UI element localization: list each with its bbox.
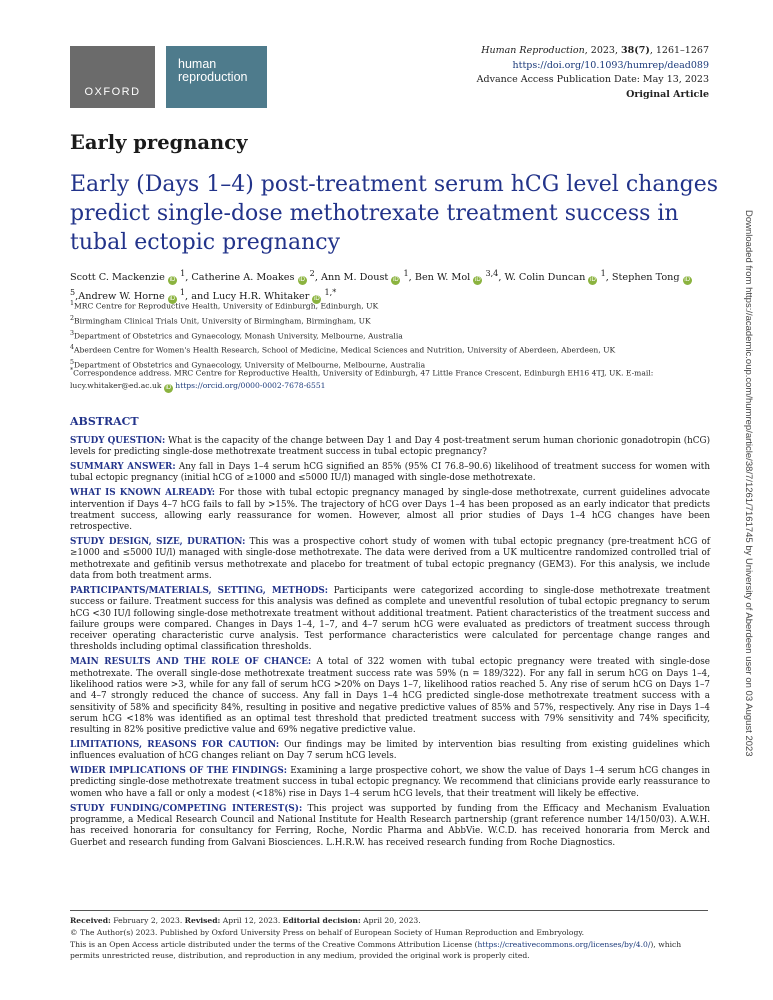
orcid-icon[interactable]: iD xyxy=(299,277,305,284)
affiliation xyxy=(70,298,720,313)
license-link[interactable]: https://creativecommons.org/licenses/by/4.0/ xyxy=(477,939,651,949)
author-affiliation-number: 1 xyxy=(179,287,186,298)
journal-logo-line1: human xyxy=(178,57,217,71)
footer-divider xyxy=(70,910,708,911)
oxford-logo-text: OXFORD xyxy=(84,86,141,98)
author-name[interactable]: Stephen Tong xyxy=(611,272,680,284)
download-sidebar xyxy=(744,210,764,770)
author-separator: , xyxy=(605,272,612,284)
affiliation-text: Aberdeen Centre for Women's Health Research, School of Medicine, Medical Sciences and Nutrition, University of Aberdeen, Aberdeen, UK xyxy=(74,346,616,356)
abstract-body xyxy=(70,436,710,852)
abstract-label: PARTICIPANTS/MATERIALS, SETTING, METHODS: xyxy=(70,585,329,596)
orcid-icon[interactable]: iD xyxy=(169,277,176,284)
affiliation-text: Department of Obstetrics and Gynaecology, Monash University, Melbourne, Australia xyxy=(74,331,403,341)
abstract-heading: ABSTRACT xyxy=(70,415,139,428)
author-name[interactable]: Catherine A. Moakes xyxy=(191,272,295,284)
abstract-paragraph xyxy=(70,462,710,485)
revised-date: April 12, 2023. xyxy=(220,916,283,925)
abstract-text: Any fall in Days 1–4 serum hCG signified an 85% (95% CI 76.8–90.6) likelihood of treatment success for women with tubal ectopic pregnancy (initial hCG of ≥1000 and ≤5000 IU/l) managed with single-dose methotrexate. xyxy=(70,462,711,484)
correspondence-mark: * xyxy=(70,367,74,374)
orcid-icon[interactable]: iD xyxy=(169,296,176,303)
received-label: Received: xyxy=(70,916,111,925)
orcid-link[interactable]: https://orcid.org/0000-0002-7678-6551 xyxy=(175,380,326,390)
affiliation-number: 1 xyxy=(70,300,75,307)
author-affiliation-number: 3,4 xyxy=(485,268,499,278)
editorial-dates xyxy=(70,915,710,927)
abstract-paragraph xyxy=(70,537,710,582)
citation-volume: 38(7) xyxy=(621,45,650,56)
oxford-logo xyxy=(70,46,155,108)
author-separator: , and xyxy=(185,291,213,303)
orcid-icon[interactable]: iD xyxy=(393,277,399,284)
footer xyxy=(70,915,710,962)
revised-label: Revised: xyxy=(184,916,221,925)
download-notice: Downloaded from https://academic.oup.com/humrep/article/38/7/1261/7161745 by University of Aberdeen user on 03 August 2023 xyxy=(743,210,754,757)
journal-logo xyxy=(166,46,267,108)
abstract-text: Our findings may be limited by intervention bias resulting from existing guidelines which influences evaluation of hCG changes reliant on Day 7 serum hCG levels. xyxy=(70,739,710,762)
affiliation-text: Birmingham Clinical Trials Unit, University of Birmingham, Birmingham, UK xyxy=(74,316,371,326)
journal-name: Human Reproduction xyxy=(481,45,585,56)
abstract-text: What is the capacity of the change between Day 1 and Day 4 post-treatment serum human chorionic gonadotropin (hCG) levels for predicting single-dose methotrexate treatment success in tubal ectopic pregnancy? xyxy=(70,436,710,458)
orcid-icon[interactable]: iD xyxy=(314,296,320,303)
abstract-label: WIDER IMPLICATIONS OF THE FINDINGS: xyxy=(70,766,287,777)
license xyxy=(70,939,710,963)
affiliation-number: 2 xyxy=(70,314,75,322)
abstract-paragraph xyxy=(70,804,710,849)
abstract-text: This project was supported by funding from the Efficacy and Mechanism Evaluation programme, a Medical Research Council and National Institute for Health Research partnership (grant reference number 14/150/03). A.W.H. has received honoraria for consultancy for Ferring, Roche, Nordic Pharma and AbbVie. W.C.D. has received honoraria from Merck and Guerbet and research funding from Galvani Biosciences. L.H.R.W. has received research funding from Roche Diagnostics. xyxy=(70,803,711,848)
affiliation-text: MRC Centre for Reproductive Health, University of Edinburgh, Edinburgh, UK xyxy=(74,301,379,311)
abstract-paragraph xyxy=(70,436,710,459)
abstract-paragraph xyxy=(70,740,710,763)
abstract-text: Participants were categorized according to single-dose methotrexate treatment success or failure. Treatment success for this analysis was defined as complete and uneventful resolution of tubal ectopic pregnancy to serum hCG <30 IU/l following single-dose methotrexate treatment without additional treatment. Patient characteristics of the treatment success and failure groups were compared. Changes in Days 1–4, 1–7, and 4–7 serum hCG were evaluated as predictors of treatment success through receiver operating characteristic curve analysis. Test performance characteristics were calculated for percentage change ranges and thresholds including optimal classification thresholds. xyxy=(70,585,710,653)
author-separator: , xyxy=(498,272,505,284)
orcid-icon: iD xyxy=(165,384,172,391)
correspondence xyxy=(70,365,710,393)
affiliation xyxy=(70,342,720,357)
orcid-icon[interactable]: iD xyxy=(475,277,481,284)
abstract-text: A total of 322 women with tubal ectopic pregnancy were treated with single-dose methotrexate. The overall single-dose methotrexate treatment success rate was 59% (n = 189/322). For any fall in serum hCG on Days 1–4, likelihood ratios were >3, while for any fall of serum hCG >20% on Days 1–7, likelihood ratios reached 5. Any rise of serum hCG on Days 1–7 and 4–7 strongly reduced the chance of success. Any fall in Days 1–4 hCG predicted single-dose methotrexate treatment success with a sensitivity of 58% and specificity 84%, resulting in positive and negative predictive values of 85% and 57%, respectively. Any rise in Days 1–4 serum hCG <18% was identified as an optimal test threshold that predicted treatment success with 79% sensitivity and 74% specificity, resulting in 82% positive predictive value and 69% negative predictive value. xyxy=(70,657,711,736)
author-name[interactable]: Ann M. Doust xyxy=(320,272,389,284)
license-text-end: ), which permits unrestricted reuse, distribution, and reproduction in any medium, provided the original work is properly cited. xyxy=(70,939,682,961)
author-affiliation-number: 2 xyxy=(309,268,315,278)
abstract-label: STUDY QUESTION: xyxy=(70,436,166,446)
abstract-label: WHAT IS KNOWN ALREADY: xyxy=(70,488,216,499)
abstract-label: STUDY DESIGN, SIZE, DURATION: xyxy=(70,537,246,548)
author-name[interactable]: Scott C. Mackenzie xyxy=(70,272,165,284)
abstract-label: LIMITATIONS, REASONS FOR CAUTION: xyxy=(70,739,280,750)
abstract-label: STUDY FUNDING/COMPETING INTEREST(S): xyxy=(70,803,303,814)
affiliation-number: 5 xyxy=(70,359,75,367)
affiliation xyxy=(70,313,720,328)
journal-logo-line2: reproduction xyxy=(178,70,248,84)
abstract-text: This was a prospective cohort study of women with tubal ectopic pregnancy (pre-treatment hCG of ≥1000 and ≤5000 IU/l) managed with single-dose methotrexate. The data were derived from a UK multicentre randomized controlled trial of methotrexate and gefitinib versus methotrexate and placebo for treatment of tubal ectopic pregnancy (GEM3). For this analysis, we include data from both treatment arms. xyxy=(70,537,711,582)
author-affiliation-number: 1 xyxy=(180,268,186,278)
affiliation-number: 3 xyxy=(70,329,75,337)
author-name[interactable]: W. Colin Duncan xyxy=(504,272,586,284)
license-text: This is an Open Access article distributed under the terms of the Creative Commons Attribution License ( xyxy=(70,939,478,949)
author-separator: , xyxy=(408,272,415,284)
section-heading: Early pregnancy xyxy=(70,131,248,154)
advance-access-date: Advance Access Publication Date: May 13, 2023 xyxy=(476,74,709,85)
abstract-paragraph xyxy=(70,657,710,736)
article-type: Original Article xyxy=(626,88,709,100)
affiliation-list xyxy=(70,298,720,372)
abstract-label: SUMMARY ANSWER: xyxy=(70,462,176,473)
decision-date: April 20, 2023. xyxy=(360,916,421,925)
decision-label: Editorial decision: xyxy=(282,916,361,925)
orcid-icon[interactable]: iD xyxy=(684,277,691,284)
author-name[interactable]: Andrew W. Horne xyxy=(78,291,165,303)
orcid-icon[interactable]: iD xyxy=(590,277,596,284)
author-name[interactable]: Lucy H.R. Whitaker xyxy=(212,291,310,303)
citation-pages: , 1261–1267 xyxy=(649,45,709,56)
author-affiliation-number: 1 xyxy=(600,268,606,278)
received-date: February 2, 2023. xyxy=(110,916,185,925)
abstract-text: For those with tubal ectopic pregnancy managed by single-dose methotrexate, current guidelines advocate intervention if Days 4–7 hCG fails to fall by >15%. The trajectory of hCG over Days 1–4 has been proposed as an early indicator that predicts treatment success, allowing early reassurance for women. However, almost all prior studies of Days 1–4 hCG changes have been retrospective. xyxy=(70,488,710,533)
affiliation xyxy=(70,328,720,343)
abstract-paragraph xyxy=(70,488,710,533)
article-title: Early (Days 1–4) post-treatment serum hCG level changes predict single-dose methotrexate treatment success in tubal ectopic pregnancy xyxy=(70,172,719,255)
affiliation-text: Department of Obstetrics and Gynaecology, University of Melbourne, Melbourne, Australia xyxy=(74,360,426,370)
abstract-paragraph xyxy=(70,586,710,654)
abstract-label: MAIN RESULTS AND THE ROLE OF CHANCE: xyxy=(70,657,312,668)
author-separator: , xyxy=(185,272,192,284)
author-separator: , xyxy=(314,272,321,284)
citation xyxy=(477,44,709,59)
affiliation-number: 4 xyxy=(70,344,75,352)
citation-year: , 2023, xyxy=(584,45,622,56)
copyright: © The Author(s) 2023. Published by Oxford University Press on behalf of European Society of Human Reproduction and Embryology. xyxy=(70,927,585,937)
correspondence-text: Correspondence address. MRC Centre for Reproductive Health, University of Edinburgh, 47 Little France Crescent, Edinburgh EH16 4TJ, UK. E-mail: lucy.whitaker@ed.ac.uk xyxy=(70,368,654,390)
author-affiliation-number: 1,* xyxy=(324,287,337,298)
author-affiliation-number: 1 xyxy=(403,268,409,278)
doi-link[interactable]: https://doi.org/10.1093/humrep/dead089 xyxy=(512,59,709,71)
journal-info xyxy=(477,44,709,102)
author-separator: , xyxy=(75,291,79,303)
abstract-paragraph xyxy=(70,766,710,800)
author-name[interactable]: Ben W. Mol xyxy=(414,272,471,284)
abstract-text: Examining a large prospective cohort, we show the value of Days 1–4 serum hCG changes in predicting single-dose methotrexate treatment success in tubal ectopic pregnancy. We recommend that clinicians provide early reassurance to women who have a fall or only a modest (<18%) rise in Days 1–4 serum hCG levels, that their treatment will likely be effective. xyxy=(70,766,711,799)
author-affiliation-number: 5 xyxy=(70,287,76,298)
